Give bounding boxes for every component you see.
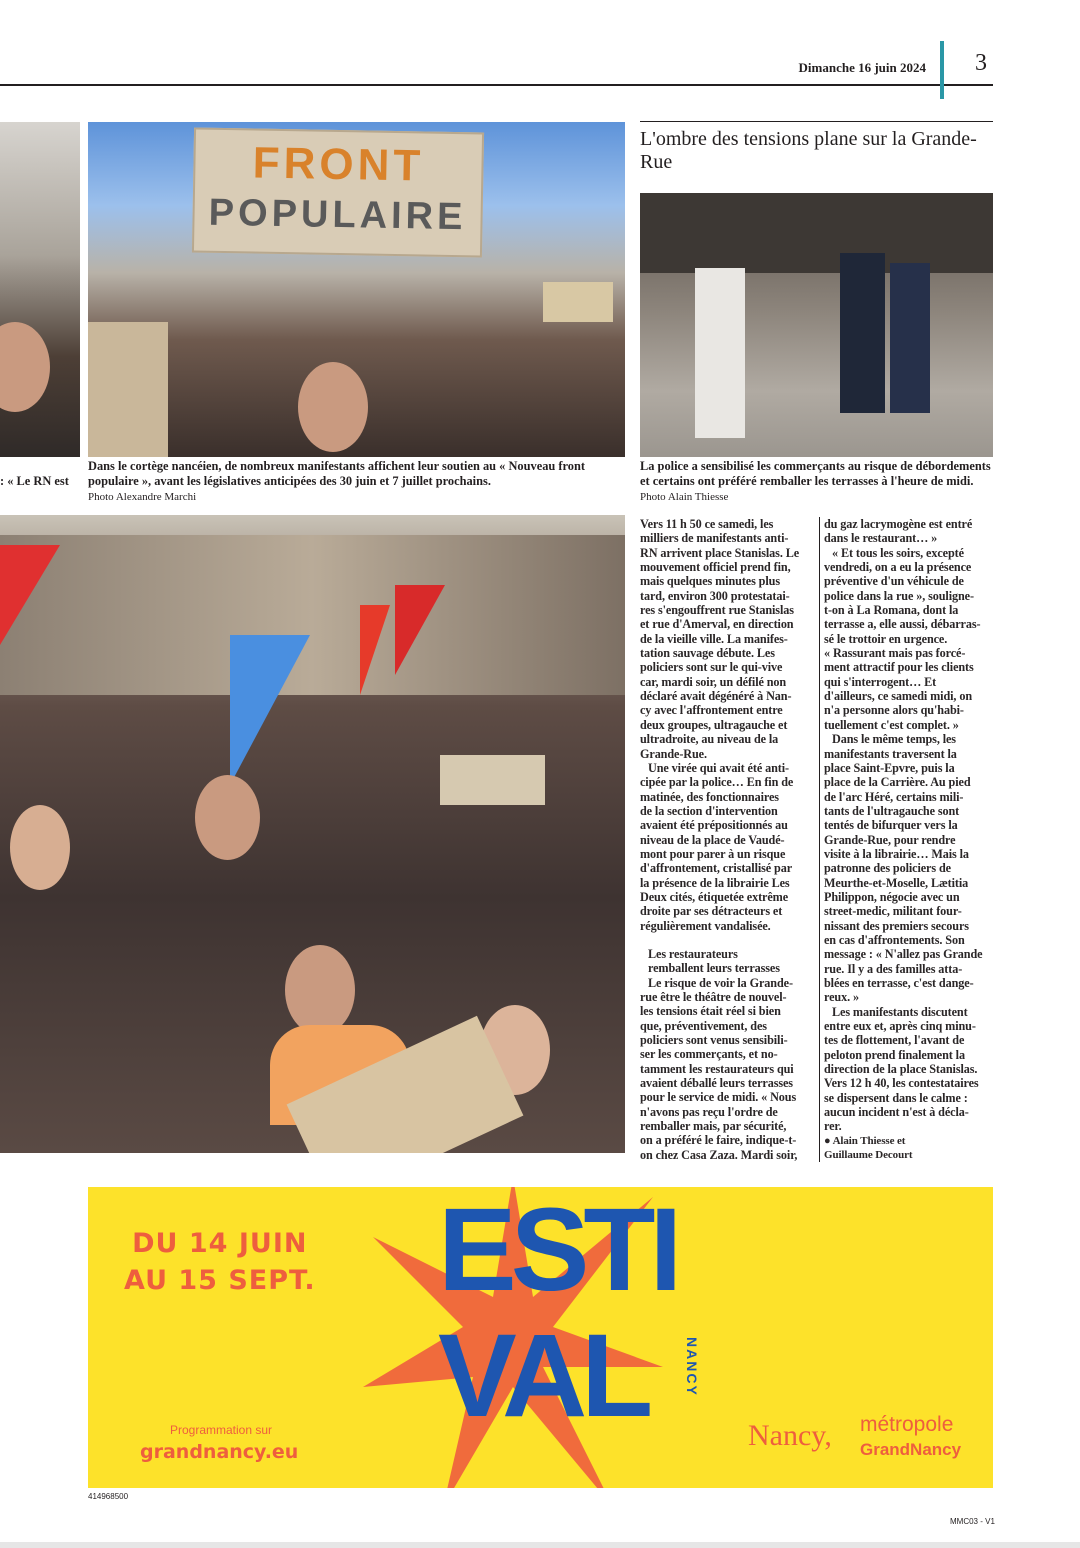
article-column-1 bbox=[640, 517, 815, 1162]
text-line: peloton prend finalement la bbox=[824, 1047, 965, 1062]
text-line: et rue d'Amerval, en direction bbox=[640, 617, 794, 632]
photo-sign-left bbox=[88, 322, 168, 457]
photo-storefront bbox=[640, 193, 993, 273]
photo-sign bbox=[440, 755, 545, 805]
article-paragraph bbox=[640, 976, 815, 1162]
sign-text-line2: POPULAIRE bbox=[208, 191, 467, 239]
photo-person bbox=[695, 268, 745, 438]
column-divider bbox=[819, 517, 820, 1162]
text-line: tants de l'ultragauche sont bbox=[824, 803, 960, 818]
text-line: d'affrontement, cristallisé par bbox=[640, 861, 793, 876]
text-line: direction de la place Stanislas. bbox=[824, 1062, 978, 1077]
text-line: matinée, des fonctionnaires bbox=[640, 789, 779, 804]
text-line: de la vieille ville. La manifes- bbox=[640, 631, 788, 646]
sidebar-photo-caption bbox=[640, 459, 995, 505]
text-line: les tensions était réel si bien bbox=[640, 1004, 781, 1019]
text-line: entre eux et, après cinq minu- bbox=[824, 1019, 976, 1034]
article-paragraph bbox=[824, 646, 996, 732]
text-line: Dans le même temps, les bbox=[832, 732, 956, 747]
photo-caption bbox=[88, 459, 628, 505]
text-line: on a préféré le faire, indique-t- bbox=[640, 1133, 797, 1148]
text-line: policiers sont sur le qui-vive bbox=[640, 660, 783, 675]
text-line: de l'arc Héré, certains mili- bbox=[824, 789, 964, 804]
text-line: qui s'interrogent… Et bbox=[824, 674, 937, 689]
text-line: tentés de bifurquer vers la bbox=[824, 818, 958, 833]
text-line: tard, environ 300 protestatai- bbox=[640, 588, 790, 603]
text-line: Philippon, négocie avec un bbox=[824, 889, 960, 904]
text-line: patronne des policiers de bbox=[824, 861, 951, 876]
text-line: deux groupes, ultragauche et bbox=[640, 717, 788, 732]
page-folio: MMC03 - V1 bbox=[950, 1517, 995, 1526]
photo-police bbox=[890, 263, 930, 413]
grandnancy-logo: GrandNancy bbox=[860, 1440, 962, 1459]
text-line: ● Alain Thiesse et bbox=[824, 1134, 906, 1147]
photo-red-flag bbox=[0, 545, 60, 645]
caption-fragment: : « Le RN est bbox=[0, 474, 69, 488]
ad-url-link[interactable]: grandnancy.eu bbox=[140, 1441, 299, 1463]
header-accent-bar bbox=[940, 41, 944, 99]
text-line: ser les commerçants, et no- bbox=[640, 1047, 778, 1062]
text-line: avaient déballé leurs terrasses bbox=[640, 1076, 793, 1091]
text-line: droite par ses détracteurs et bbox=[640, 904, 783, 919]
ad-logo-esti: ESTI bbox=[438, 1187, 677, 1316]
photo-red-flag bbox=[360, 605, 390, 695]
police-terrace-photo bbox=[640, 193, 993, 457]
text-line: t-on à La Romana, dont la bbox=[824, 603, 959, 618]
text-line: ment attractif pour les clients bbox=[824, 660, 974, 675]
ad-dates bbox=[124, 1225, 316, 1299]
crowd-march-photo bbox=[0, 515, 625, 1153]
article-paragraph bbox=[824, 732, 996, 1005]
issue-date: Dimanche 16 juin 2024 bbox=[798, 60, 926, 75]
text-line: Une virée qui avait été anti- bbox=[648, 760, 789, 775]
text-line: tamment les restaurateurs qui bbox=[640, 1061, 794, 1076]
text-line: street-medic, militant four- bbox=[824, 904, 962, 919]
text-line: reux. » bbox=[824, 990, 859, 1005]
photo-sign-right bbox=[543, 282, 613, 322]
text-line: Deux cités, étiquetée extrême bbox=[640, 889, 789, 904]
text-line: res s'engouffrent rue Stanislas bbox=[640, 603, 794, 618]
text-line: milliers de manifestants anti- bbox=[640, 531, 789, 546]
text-line: préventive d'un véhicule de bbox=[824, 574, 964, 589]
ad-logo-val: VAL bbox=[438, 1310, 648, 1442]
photo-face bbox=[0, 322, 50, 412]
photo-credit: Photo Alexandre Marchi bbox=[88, 491, 197, 503]
text-line: niveau de la place de Vaudé- bbox=[640, 832, 785, 847]
ad-dates-line2: AU 15 SEPT. bbox=[124, 1265, 316, 1296]
text-line: en cas d'affrontements. Son bbox=[824, 932, 965, 947]
text-line: aucun incident n'est à décla- bbox=[824, 1105, 969, 1120]
photo-street bbox=[0, 535, 625, 695]
text-line: « Et tous les soirs, excepté bbox=[832, 545, 964, 560]
text-line: rer. bbox=[824, 1119, 842, 1134]
text-line: vendredi, on a eu la présence bbox=[824, 560, 972, 575]
article-paragraph bbox=[824, 517, 996, 546]
text-line: blées en terrasse, c'est dange- bbox=[824, 976, 974, 990]
text-line: visite à la librairie… Mais la bbox=[824, 846, 969, 861]
text-line: mais quelques minutes plus bbox=[640, 574, 780, 589]
estival-advertisement[interactable] bbox=[88, 1187, 993, 1488]
ad-logo-city: NANCY bbox=[684, 1337, 700, 1397]
article-paragraph bbox=[640, 517, 815, 761]
text-line: car, mardi soir, un défilé non bbox=[640, 674, 787, 689]
text-line: police dans la rue », souligne- bbox=[824, 588, 974, 603]
sidebar-headline: L'ombre des tensions plane sur la Grande-Rue bbox=[640, 128, 977, 173]
text-line: on chez Casa Zaza. Mardi soir, bbox=[640, 1147, 798, 1162]
text-line: cy avec l'affrontement entre bbox=[640, 703, 783, 718]
photo-face bbox=[285, 945, 355, 1035]
text-line: n'avons pas reçu l'ordre de bbox=[640, 1104, 778, 1119]
text-line: déclaré avait dégénéré à Nan- bbox=[640, 689, 792, 704]
photo-credit: Photo Alain Thiesse bbox=[640, 491, 729, 503]
text-line: message : « N'allez pas Grande bbox=[824, 947, 983, 962]
photo-face bbox=[298, 362, 368, 452]
text-line: Meurthe-et-Moselle, Lætitia bbox=[824, 875, 969, 890]
caption-text: La police a sensibilisé les commerçants au risque de débordements et certains ont préféré remballer les terrasses à l'heure de midi. bbox=[640, 459, 991, 488]
page-number: 3 bbox=[975, 50, 987, 76]
photo-blue-flag bbox=[230, 635, 310, 785]
text-line: Les restaurateurs bbox=[648, 946, 738, 961]
text-line: Les manifestants discutent bbox=[832, 1004, 968, 1019]
text-line: se dispersent dans le calme : bbox=[824, 1090, 968, 1105]
text-line: de la section d'intervention bbox=[640, 803, 778, 818]
ad-code: 414968500 bbox=[88, 1492, 129, 1501]
text-line: Vers 12 h 40, les contestataires bbox=[824, 1076, 979, 1091]
text-line: place de la Carrière. Au pied bbox=[824, 775, 971, 790]
text-line: d'ailleurs, ce samedi midi, on bbox=[824, 689, 972, 704]
text-line: tation sauvage débute. Les bbox=[640, 646, 775, 661]
photo-red-flag bbox=[395, 585, 445, 675]
text-line: « Rassurant mais pas forcé- bbox=[824, 646, 966, 661]
nancy-logo: Nancy, bbox=[748, 1419, 832, 1452]
metropole-logo: métropole bbox=[860, 1413, 954, 1436]
sign-front-populaire bbox=[192, 127, 484, 257]
text-line: Grande-Rue. bbox=[640, 746, 707, 761]
paragraph-gap bbox=[640, 933, 815, 947]
article-column-2 bbox=[824, 517, 996, 1162]
text-line: tuellement c'est complet. » bbox=[824, 717, 959, 732]
text-line: dans le restaurant… » bbox=[824, 531, 938, 546]
text-line: mouvement officiel prend fin, bbox=[640, 560, 791, 575]
text-line: mont pour parer à un risque bbox=[640, 846, 786, 861]
text-line: Guillaume Decourt bbox=[824, 1149, 913, 1162]
caption-text: Dans le cortège nancéien, de nombreux manifestants affichent leur soutien au « Nouveau front populaire », avant les législatives anticipées des 30 juin et 7 juillet prochains. bbox=[88, 459, 585, 488]
text-line: remballent leurs terrasses bbox=[648, 961, 780, 976]
ad-dates-line1: DU 14 JUIN bbox=[132, 1228, 308, 1259]
ad-program-label: Programmation sur bbox=[170, 1423, 273, 1437]
photo-face bbox=[195, 775, 260, 860]
text-line: n'a personne alors qu'habi- bbox=[824, 703, 964, 718]
text-line: place Saint-Epvre, puis la bbox=[824, 760, 955, 775]
header-rule bbox=[0, 84, 993, 86]
sidebar-rule bbox=[640, 121, 993, 122]
text-line: cipée par la police… En fin de bbox=[640, 775, 794, 790]
article-subheading bbox=[640, 947, 815, 976]
text-line: régulièrement vandalisée. bbox=[640, 918, 771, 933]
text-line: tes de flottement, l'avant de bbox=[824, 1033, 965, 1048]
bottom-bar bbox=[0, 1542, 1080, 1548]
text-line: du gaz lacrymogène est entré bbox=[824, 517, 973, 531]
article-paragraph bbox=[824, 546, 996, 646]
protest-photo-front-populaire bbox=[88, 122, 625, 457]
text-line: pour le service de midi. « Nous bbox=[640, 1090, 797, 1105]
photo-face bbox=[10, 805, 70, 890]
text-line: ultradroite, au niveau de la bbox=[640, 732, 779, 747]
text-line: remballer mais, par sécurité, bbox=[640, 1119, 787, 1134]
text-line: sé le trottoir en urgence. bbox=[824, 631, 948, 646]
cropped-photo-left bbox=[0, 122, 80, 457]
text-line: RN arrivent place Stanislas. Le bbox=[640, 545, 800, 560]
text-line: Vers 11 h 50 ce samedi, les bbox=[640, 517, 774, 531]
text-line: rue être le théâtre de nouvel- bbox=[640, 990, 787, 1004]
text-line: Grande-Rue, pour rendre bbox=[824, 832, 956, 847]
article-paragraph bbox=[640, 761, 815, 933]
sign-text-line1: FRONT bbox=[252, 138, 425, 191]
text-line: terrasse a, elle aussi, débarras- bbox=[824, 617, 981, 632]
text-line: Le risque de voir la Grande- bbox=[648, 975, 793, 990]
text-line: nissant des premiers secours bbox=[824, 918, 969, 933]
article-byline bbox=[824, 1134, 996, 1163]
text-line: rue. Il y a des familles atta- bbox=[824, 961, 963, 976]
text-line: manifestants traversent la bbox=[824, 746, 957, 761]
article-paragraph bbox=[824, 1005, 996, 1134]
photo-police bbox=[840, 253, 885, 413]
text-line: policiers sont venus sensibili- bbox=[640, 1033, 788, 1048]
text-line: la présence de la librairie Les bbox=[640, 875, 790, 890]
text-line: que, préventivement, des bbox=[640, 1018, 767, 1033]
text-line: avaient été prépositionnés au bbox=[640, 818, 788, 833]
